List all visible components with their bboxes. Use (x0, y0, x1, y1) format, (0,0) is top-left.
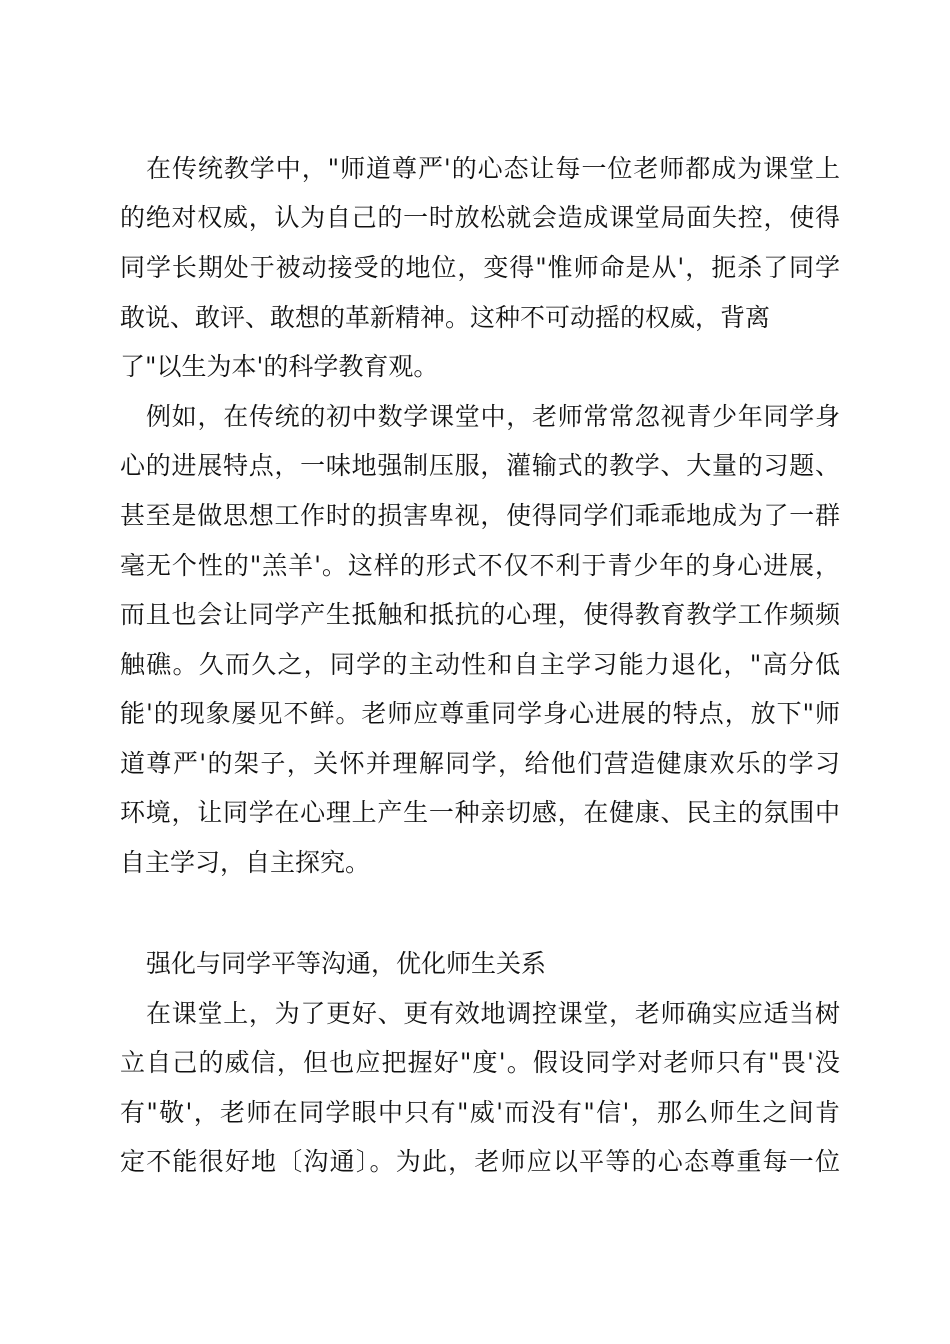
text-line: 例如，在传统的初中数学课堂中，老师常常忽视青少年同学身 (146, 402, 840, 431)
text-line: 在传统教学中，"师道尊严'的心态让每一位老师都成为课堂上 (146, 154, 840, 183)
text-line: 定不能很好地〔沟通〕。为此，老师应以平等的心态尊重每一位 (120, 1147, 840, 1176)
section-heading: 强化与同学平等沟通，优化师生关系 (146, 949, 547, 978)
text-line: 有"敬'，老师在同学眼中只有"威'而没有"信'，那么师生之间肯 (120, 1098, 840, 1127)
text-line: 了"以生为本'的科学教育观。 (120, 352, 439, 381)
text-line: 立自己的威信，但也应把握好"度'。假设同学对老师只有"畏'没 (120, 1048, 840, 1077)
text-line: 的绝对权威，认为自己的一时放松就会造成课堂局面失控，使得 (120, 203, 840, 232)
text-line: 甚至是做思想工作时的损害卑视，使得同学们乖乖地成为了一群 (120, 501, 840, 530)
text-line: 自主学习，自主探究。 (120, 848, 371, 877)
text-line: 心的进展特点，一味地强制压服，灌输式的教学、大量的习题、 (120, 451, 840, 480)
text-line: 触礁。久而久之，同学的主动性和自主学习能力退化，"高分低 (120, 650, 840, 679)
text-line: 环境，让同学在心理上产生一种亲切感，在健康、民主的氛围中 (120, 798, 840, 827)
text-line: 敢说、敢评、敢想的革新精神。这种不可动摇的权威，背离 (120, 303, 771, 332)
text-line: 同学长期处于被动接受的地位，变得"惟师命是从'，扼杀了同学 (120, 253, 840, 282)
text-line: 而且也会让同学产生抵触和抵抗的心理，使得教育教学工作频频 (120, 600, 840, 629)
text-line: 毫无个性的"羔羊'。这样的形式不仅不利于青少年的身心进展， (120, 551, 840, 580)
text-line: 能'的现象屡见不鲜。老师应尊重同学身心进展的特点，放下"师 (120, 699, 840, 728)
text-line: 在课堂上，为了更好、更有效地调控课堂，老师确实应适当树 (146, 999, 840, 1028)
text-line: 道尊严'的架子，关怀并理解同学，给他们营造健康欢乐的学习 (120, 749, 840, 778)
